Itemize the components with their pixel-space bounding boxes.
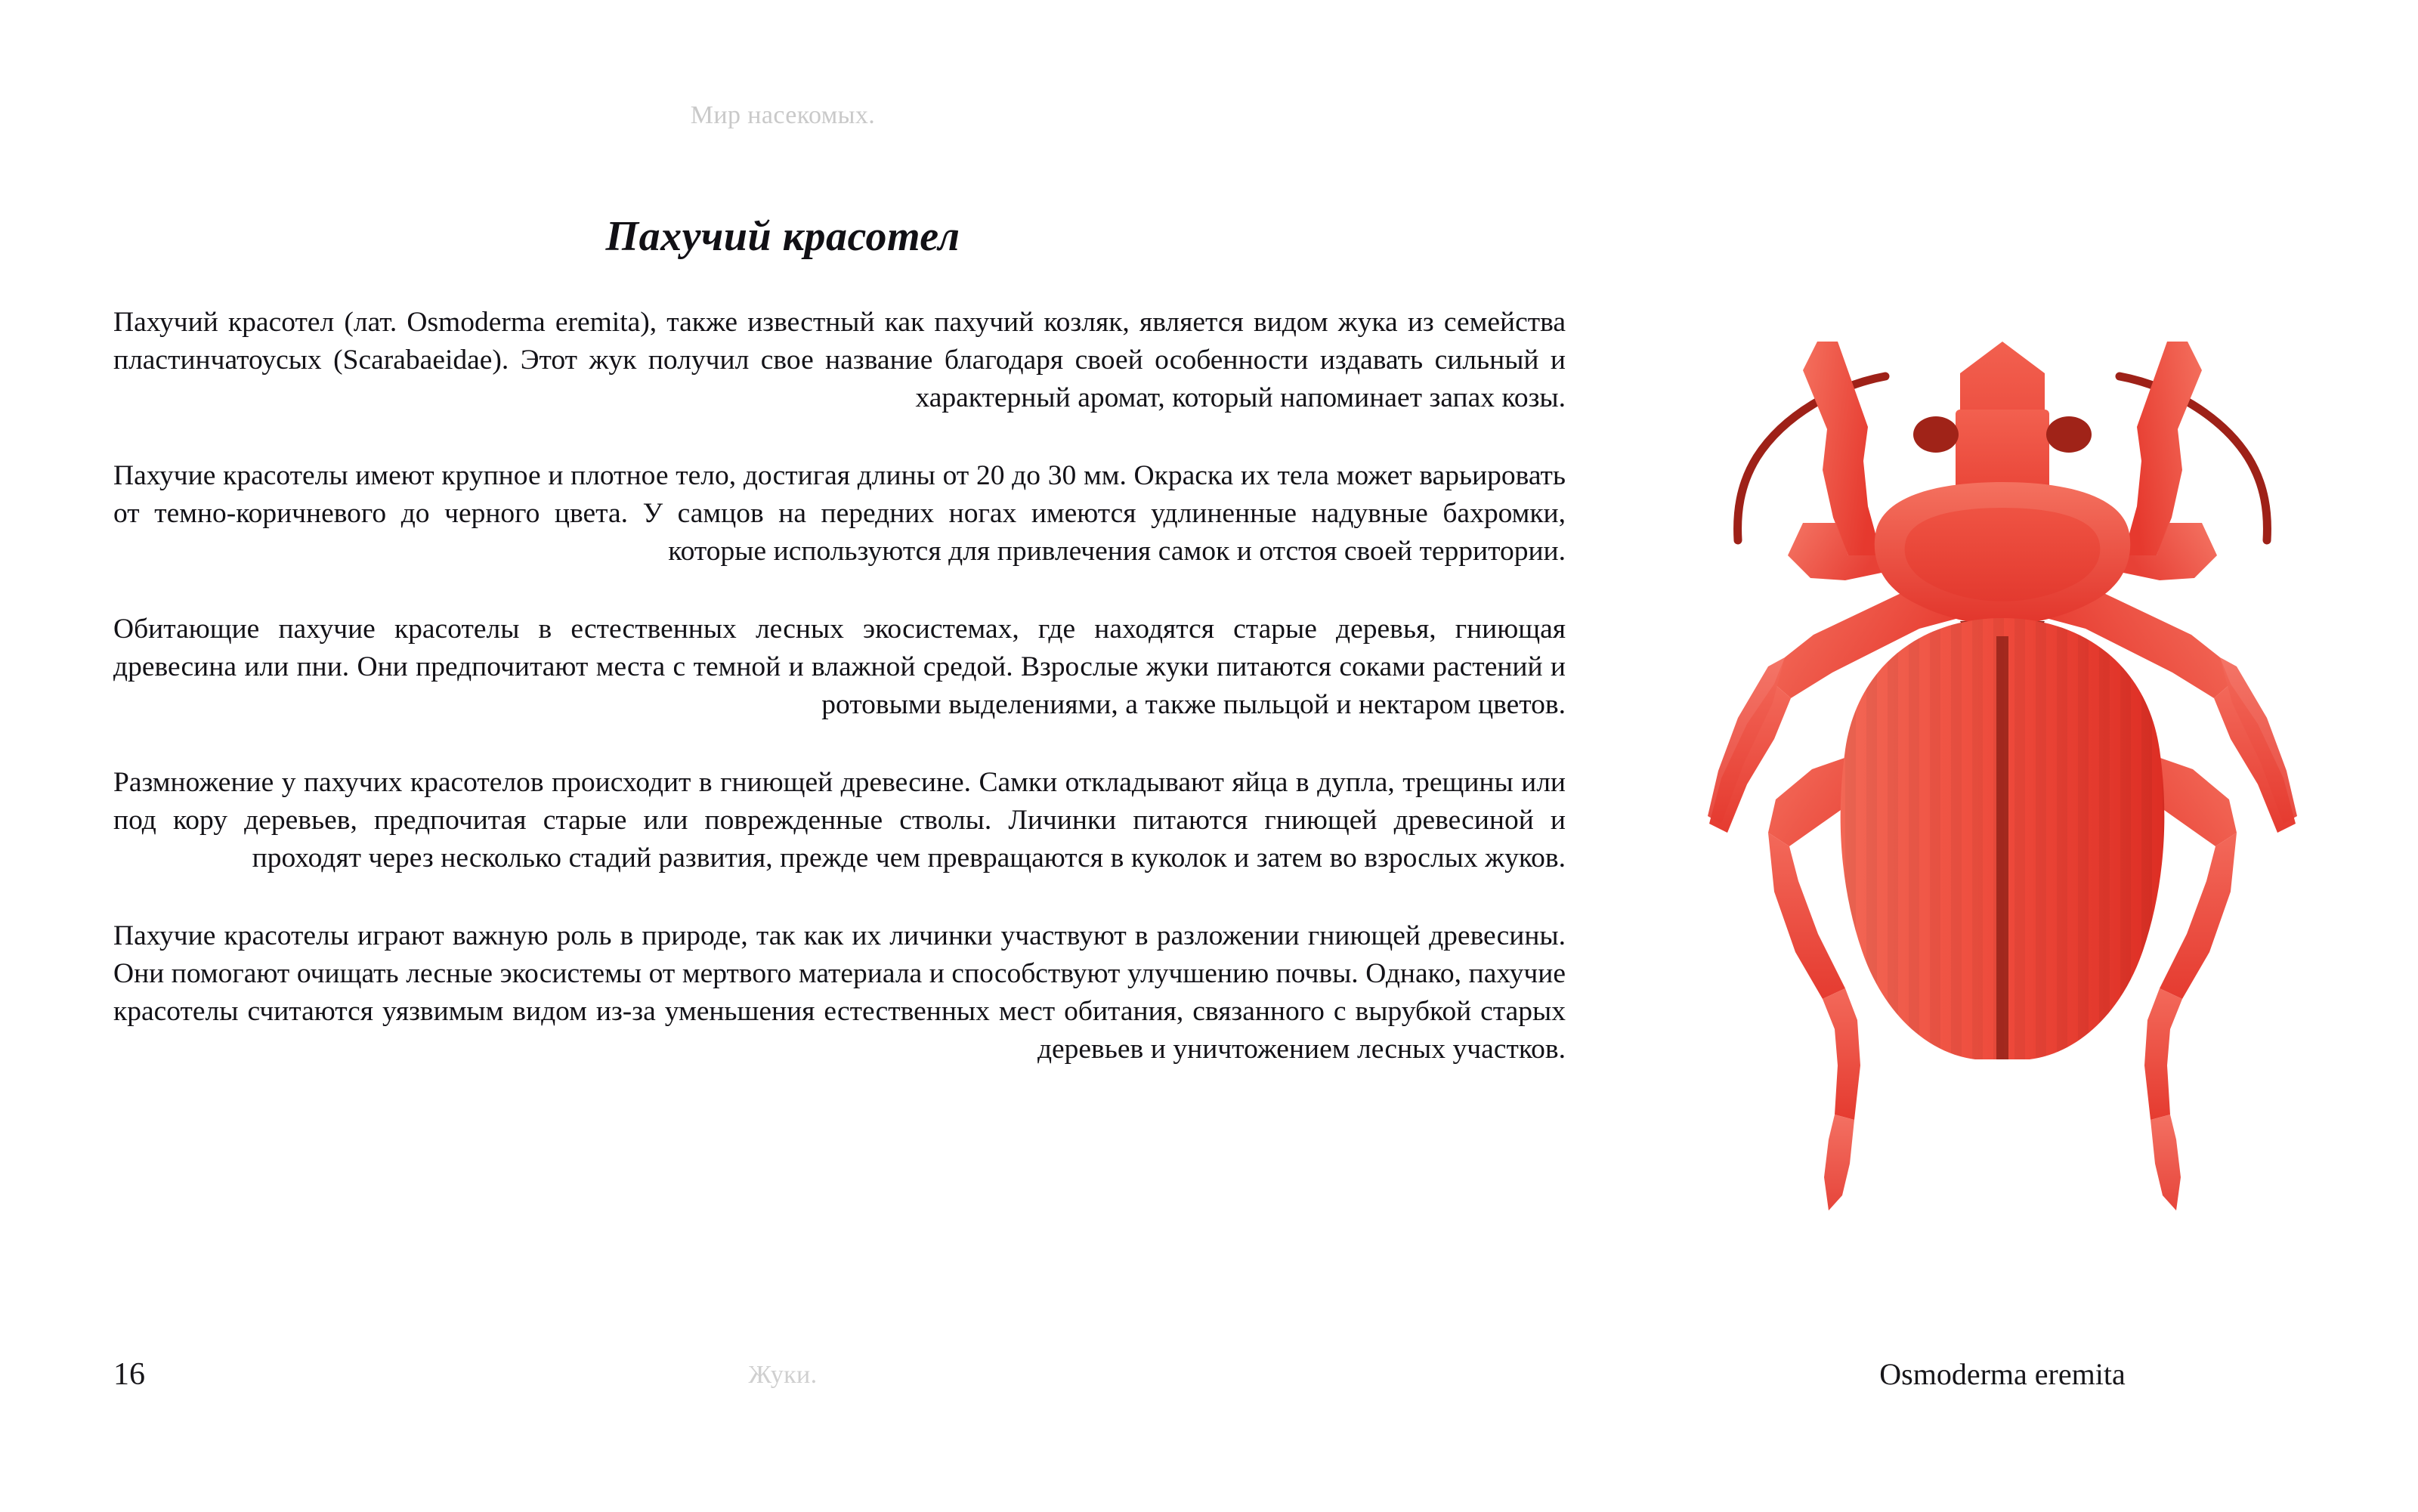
beetle-elytra xyxy=(1841,618,2165,1059)
body-paragraph: Обитающие пахучие красотелы в естественных лесных экосистемах, где находятся старые деревья, гниющая древесина или пни. Они предпочитают места с темной и влажной средой. Взрослые жуки питаются соками растений и ротовыми выделениями, а также пыльцой и нектаром цветов. xyxy=(113,614,1566,720)
page-title: Пахучий красотел xyxy=(605,212,960,260)
eye-right-icon xyxy=(2046,416,2092,453)
beetle-illustration xyxy=(1655,295,2350,1300)
body-paragraph: Пахучие красотелы имеют крупное и плотное тело, достигая длины от 20 до 30 мм. Окраска их тела может варьировать от темно-коричневого до черного цвета. У самцов на передних ногах имеются удлиненные надувные бахромки, которые используются для привлечения самок и отстоя своей территории. xyxy=(113,460,1566,567)
body-paragraph: Пахучие красотелы играют важную роль в природе, так как их личинки участвуют в разложении гниющей древесины. Они помогают очищать лесные экосистемы от мертвого материала и способствуют улучшению почвы. Однако, пахучие красотелы считаются уязвимым видом из-за уменьшения естественных мест обитания, связанного с вырубкой старых деревьев и уничтожением лесных участков. xyxy=(113,920,1566,1065)
body-paragraph: Размножение у пахучих красотелов происходит в гниющей древесине. Самки откладывают яйца в дупла, трещины или под кору деревьев, предпочитая старые или поврежденные стволы. Личинки питаются гниющей древесиной и проходят через несколько стадий развития, прежде чем превращаются в куколок и затем во взрослых жуков. xyxy=(113,767,1566,873)
eye-left-icon xyxy=(1913,416,1959,453)
elytra-seam xyxy=(1996,636,2008,1059)
article-body xyxy=(113,304,1566,1068)
body-paragraph: Пахучий красотел (лат. Osmoderma eremita), также известный как пахучий козляк, является видом жука из семейства пластинчатоусых (Scarabaeidae). Этот жук получил свое название благодаря своей особенности издавать сильный и характерный аромат, который напоминает запах козы. xyxy=(113,307,1566,413)
species-caption: Osmoderma eremita xyxy=(1879,1357,2126,1391)
running-head: Мир насекомых. xyxy=(690,101,876,129)
footer-section-label: Жуки. xyxy=(748,1361,818,1389)
page-number: 16 xyxy=(113,1357,145,1392)
beetle-icon xyxy=(1655,295,2350,1300)
beetle-head xyxy=(1913,342,2092,500)
page-footer xyxy=(0,1356,2418,1447)
